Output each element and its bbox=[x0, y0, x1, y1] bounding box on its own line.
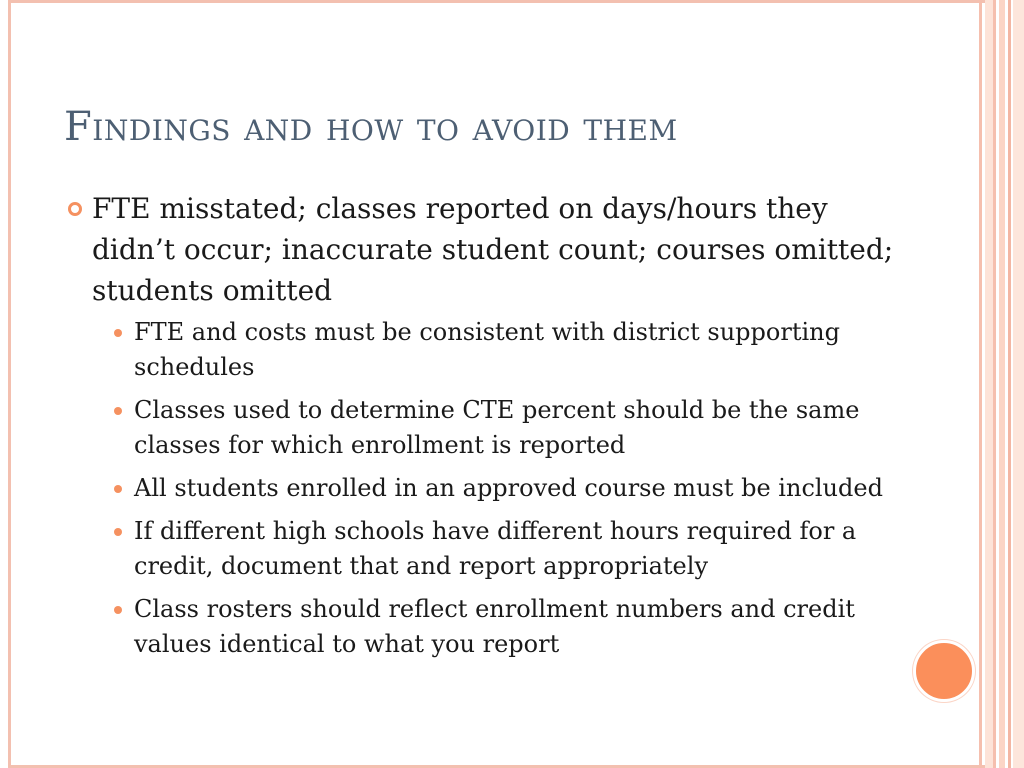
frame-border-left bbox=[8, 0, 11, 768]
stripe bbox=[999, 0, 1005, 768]
slide-title: Findings and how to avoid them bbox=[64, 104, 678, 150]
slide-content bbox=[64, 188, 894, 670]
main-bullet-text: FTE misstated; classes reported on days/hours they didn’t occur; inaccurate student count; courses omitted; students omitted bbox=[92, 192, 894, 307]
sub-bullet-item bbox=[114, 315, 894, 385]
sub-bullet-text: Class rosters should reflect enrollment numbers and credit values identical to what you report bbox=[134, 595, 855, 658]
sub-bullet-text: If different high schools have different hours required for a credit, document that and report appropriately bbox=[134, 517, 857, 580]
sub-bullet-text: Classes used to determine CTE percent should be the same classes for which enrollment is reported bbox=[134, 396, 860, 459]
main-bullet-item bbox=[64, 188, 894, 311]
sub-bullet-item bbox=[114, 592, 894, 662]
accent-circle bbox=[913, 640, 975, 702]
dot-bullet-icon bbox=[114, 606, 122, 614]
frame-border-top bbox=[8, 0, 986, 3]
sub-bullet-item bbox=[114, 393, 894, 463]
sub-bullet-text: All students enrolled in an approved course must be included bbox=[134, 474, 883, 502]
dot-bullet-icon bbox=[114, 485, 122, 493]
sub-bullet-text: FTE and costs must be consistent with district supporting schedules bbox=[134, 318, 840, 381]
sub-bullet-item bbox=[114, 514, 894, 584]
stripe bbox=[979, 0, 982, 768]
dot-bullet-icon bbox=[114, 329, 122, 337]
decorative-stripes bbox=[979, 0, 1024, 768]
stripe bbox=[1008, 0, 1011, 768]
dot-bullet-icon bbox=[114, 407, 122, 415]
sub-bullet-list bbox=[64, 315, 894, 662]
stripe bbox=[1013, 0, 1024, 768]
sub-bullet-item bbox=[114, 471, 894, 506]
dot-bullet-icon bbox=[114, 528, 122, 536]
ring-bullet-icon bbox=[68, 202, 82, 216]
stripe bbox=[993, 0, 996, 768]
stripe bbox=[985, 0, 993, 768]
